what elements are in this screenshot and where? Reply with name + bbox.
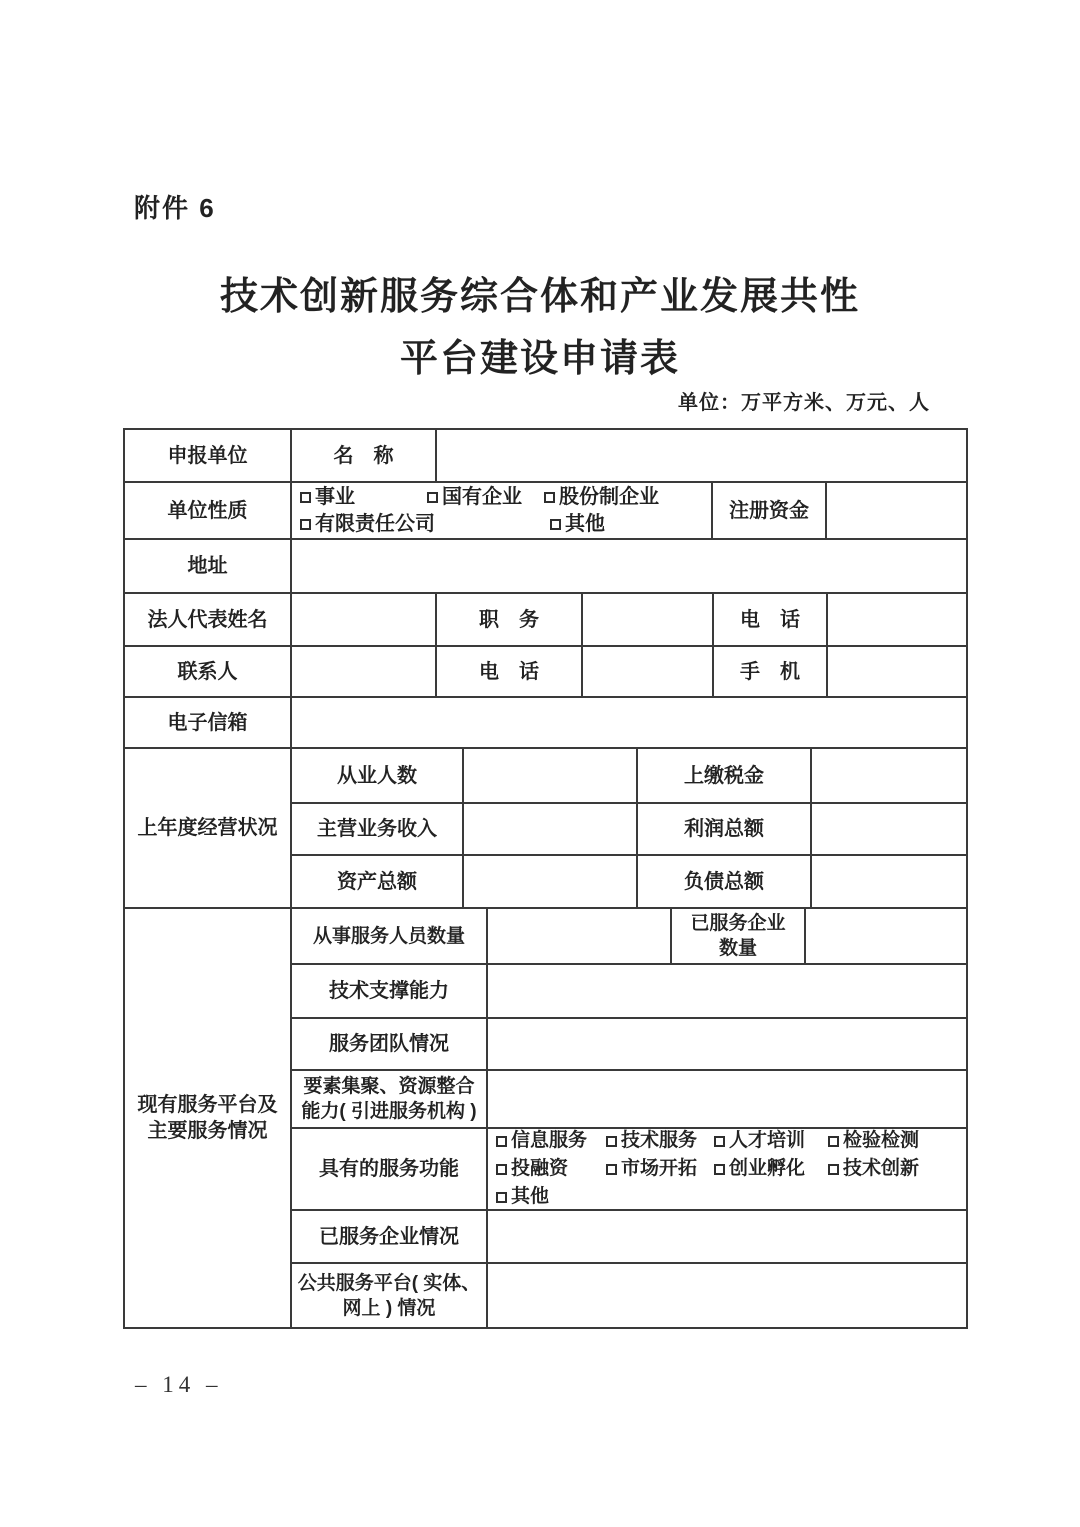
checkbox-option-joint-stock-enterprise[interactable]: 股份制企业 (544, 484, 709, 511)
profit-value-cell[interactable] (812, 804, 966, 854)
contact-label: 联系人 (125, 647, 292, 696)
checkbox-icon (714, 1164, 725, 1175)
service-team-label: 服务团队情况 (292, 1019, 488, 1069)
checkbox-option-state-owned-enterprise[interactable]: 国有企业 (427, 484, 544, 511)
document-title-line-2: 平台建设申请表 (399, 338, 680, 380)
tax-value-cell[interactable] (812, 749, 966, 802)
tech-support-value-cell[interactable] (488, 965, 966, 1017)
checkbox-icon (606, 1164, 617, 1175)
email-row (125, 698, 966, 749)
checkbox-option-other-function[interactable]: 其他 (496, 1183, 606, 1211)
address-label: 地址 (125, 540, 292, 592)
legal-rep-phone-value-cell[interactable] (828, 594, 966, 645)
served-count-label: 已服务企业 数量 (672, 909, 806, 963)
liabilities-value-cell[interactable] (812, 856, 966, 907)
checkbox-option-tech-innovation[interactable]: 技术创新 (828, 1155, 964, 1183)
staff-count-value-cell[interactable] (488, 909, 672, 963)
duty-label: 职 务 (437, 594, 583, 645)
served-detail-label: 已服务企业情况 (292, 1211, 488, 1262)
revenue-value-cell[interactable] (464, 804, 638, 854)
attachment-label: 附件 6 (134, 193, 216, 223)
checkbox-option-tech-service[interactable]: 技术服务 (606, 1127, 714, 1155)
tech-support-label: 技术支撑能力 (292, 965, 488, 1017)
platform-staff-row (292, 909, 966, 965)
checkbox-option-public-institution[interactable]: 事业 (300, 484, 427, 511)
checkbox-option-investment-financing[interactable]: 投融资 (496, 1155, 606, 1183)
legal-rep-phone-label: 电 话 (714, 594, 828, 645)
checkbox-icon (427, 492, 438, 503)
name-label: 名 称 (292, 430, 437, 481)
tech-support-row (292, 965, 966, 1019)
checkbox-option-talent-training[interactable]: 人才培训 (714, 1127, 828, 1155)
served-detail-value-cell[interactable] (488, 1211, 966, 1262)
checkbox-option-info-service[interactable]: 信息服务 (496, 1127, 606, 1155)
mobile-label: 手 机 (714, 647, 828, 696)
functions-line-1 (496, 1127, 964, 1155)
address-row (125, 540, 966, 594)
checkbox-icon (496, 1192, 507, 1203)
prev-year-row-1 (292, 749, 966, 804)
public-platform-row (292, 1264, 966, 1327)
contact-phone-value-cell[interactable] (583, 647, 714, 696)
platform-label-line-1: 现有服务平台及 (137, 1094, 278, 1116)
contact-row (125, 647, 966, 698)
assets-label: 资产总额 (292, 856, 464, 907)
tax-label: 上缴税金 (638, 749, 812, 802)
name-value-cell[interactable] (437, 430, 966, 481)
functions-label: 具有的服务功能 (292, 1129, 488, 1209)
functions-options (488, 1129, 966, 1209)
resource-row (292, 1071, 966, 1129)
legal-rep-label: 法人代表姓名 (125, 594, 292, 645)
page-number: – 14 – (135, 1372, 223, 1397)
contact-phone-label: 电 话 (437, 647, 583, 696)
platform-label (125, 909, 292, 1327)
applicant-label: 申报单位 (125, 430, 292, 481)
employees-value-cell[interactable] (464, 749, 638, 802)
liabilities-label: 负债总额 (638, 856, 812, 907)
staff-count-label: 从事服务人员数量 (292, 909, 488, 963)
checkbox-option-other-nature[interactable]: 其他 (550, 511, 709, 538)
functions-row (292, 1129, 966, 1211)
unit-nature-options (292, 483, 713, 538)
checkbox-option-market-development[interactable]: 市场开拓 (606, 1155, 714, 1183)
prev-year-section (125, 749, 966, 909)
revenue-label: 主营业务收入 (292, 804, 464, 854)
unit-nature-options-line-2 (300, 511, 709, 538)
assets-value-cell[interactable] (464, 856, 638, 907)
functions-line-3 (496, 1183, 964, 1211)
checkbox-icon (714, 1136, 725, 1147)
checkbox-icon (300, 519, 311, 530)
platform-section (125, 909, 966, 1327)
public-platform-label: 公共服务平台( 实体、 网上 ) 情况 (292, 1264, 488, 1327)
functions-line-2 (496, 1155, 964, 1183)
checkbox-icon (550, 519, 561, 530)
served-detail-row (292, 1211, 966, 1264)
prev-year-label: 上年度经营状况 (125, 749, 292, 907)
registered-capital-value-cell[interactable] (827, 483, 966, 538)
profit-label: 利润总额 (638, 804, 812, 854)
served-count-value-cell[interactable] (806, 909, 966, 963)
prev-year-row-3 (292, 856, 966, 907)
service-team-row (292, 1019, 966, 1071)
checkbox-icon (828, 1164, 839, 1175)
email-value-cell[interactable] (292, 698, 966, 747)
public-platform-value-cell[interactable] (488, 1264, 966, 1327)
checkbox-icon (828, 1136, 839, 1147)
checkbox-icon (300, 492, 311, 503)
registered-capital-label: 注册资金 (713, 483, 827, 538)
document-title-line-1: 技术创新服务综合体和产业发展共性 (219, 276, 860, 318)
unit-note: 单位：万平方米、万元、人 (678, 392, 930, 414)
address-value-cell[interactable] (292, 540, 966, 592)
checkbox-icon (544, 492, 555, 503)
application-form-table (123, 428, 968, 1329)
contact-name-cell[interactable] (292, 647, 437, 696)
platform-label-line-2: 主要服务情况 (147, 1120, 268, 1142)
checkbox-option-startup-incubation[interactable]: 创业孵化 (714, 1155, 828, 1183)
mobile-value-cell[interactable] (828, 647, 966, 696)
checkbox-option-inspection-testing[interactable]: 检验检测 (828, 1127, 964, 1155)
prev-year-row-2 (292, 804, 966, 856)
checkbox-icon (496, 1164, 507, 1175)
applicant-row (125, 430, 966, 483)
legal-rep-row (125, 594, 966, 647)
service-team-value-cell[interactable] (488, 1019, 966, 1069)
resource-label: 要素集聚、资源整合 能力( 引进服务机构 ) (292, 1071, 488, 1127)
employees-label: 从业人数 (292, 749, 464, 802)
unit-nature-row (125, 483, 966, 540)
checkbox-icon (606, 1136, 617, 1147)
unit-nature-label: 单位性质 (125, 483, 292, 538)
unit-nature-options-line-1 (300, 484, 709, 511)
checkbox-option-limited-liability-company[interactable]: 有限责任公司 (300, 511, 550, 538)
document-title (0, 266, 1080, 390)
checkbox-icon (496, 1136, 507, 1147)
duty-value-cell[interactable] (583, 594, 714, 645)
legal-rep-name-cell[interactable] (292, 594, 437, 645)
email-label: 电子信箱 (125, 698, 292, 747)
resource-value-cell[interactable] (488, 1071, 966, 1127)
